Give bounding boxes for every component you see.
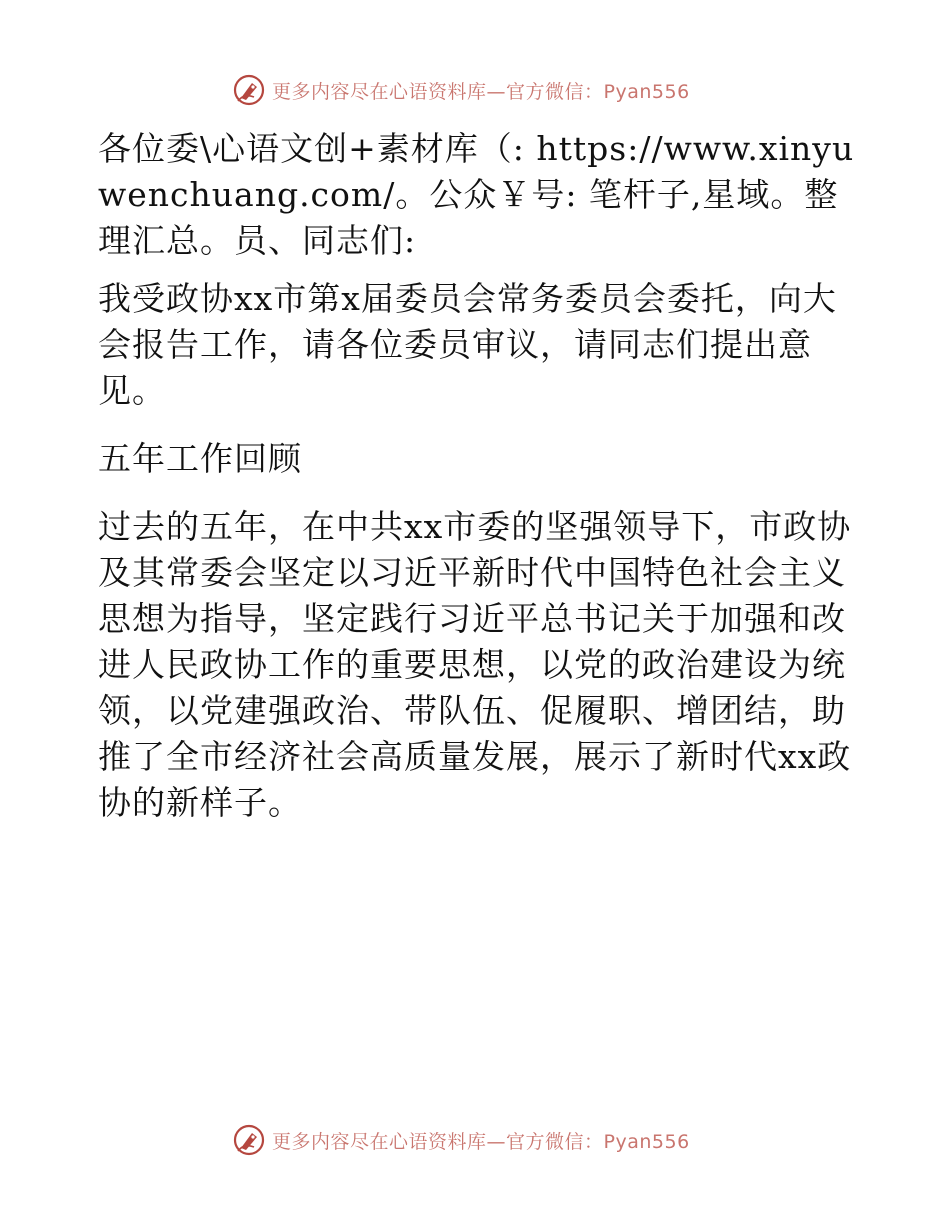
header-banner [232, 72, 690, 108]
intro-paragraph: 我受政协xx市第x届委员会常务委员会委托，向大会报告工作，请各位委员审议，请同志们提出意见。 [98, 279, 837, 410]
review-paragraph: 过去的五年，在中共xx市委的坚强领导下，市政协及其常委会坚定以习近平新时代中国特色社会主义思想为指导，坚定践行习近平总书记关于加强和改进人民政协工作的重要思想，以党的政治建设为统领，以党建强政治、带队伍、促履职、增团结，助推了全市经济社会高质量发展，展示了新时代xx政协的新样子。 [98, 507, 852, 822]
pen-nib-logo-icon [232, 73, 266, 107]
pen-nib-logo-icon [232, 1123, 266, 1157]
section-heading: 五年工作回顾 [98, 439, 302, 478]
salutation-paragraph: 各位委\心语文创+素材库（: https://www.xinyuwenchuang.com/。公众￥号: 笔杆子,星域。整理汇总。员、同志们: [98, 129, 855, 260]
footer-banner-text: 更多内容尽在心语资料库—官方微信：Pyan556 [272, 1130, 690, 1153]
header-banner-text: 更多内容尽在心语资料库—官方微信：Pyan556 [272, 80, 690, 103]
footer-banner [232, 1122, 690, 1158]
document-body [98, 122, 858, 826]
